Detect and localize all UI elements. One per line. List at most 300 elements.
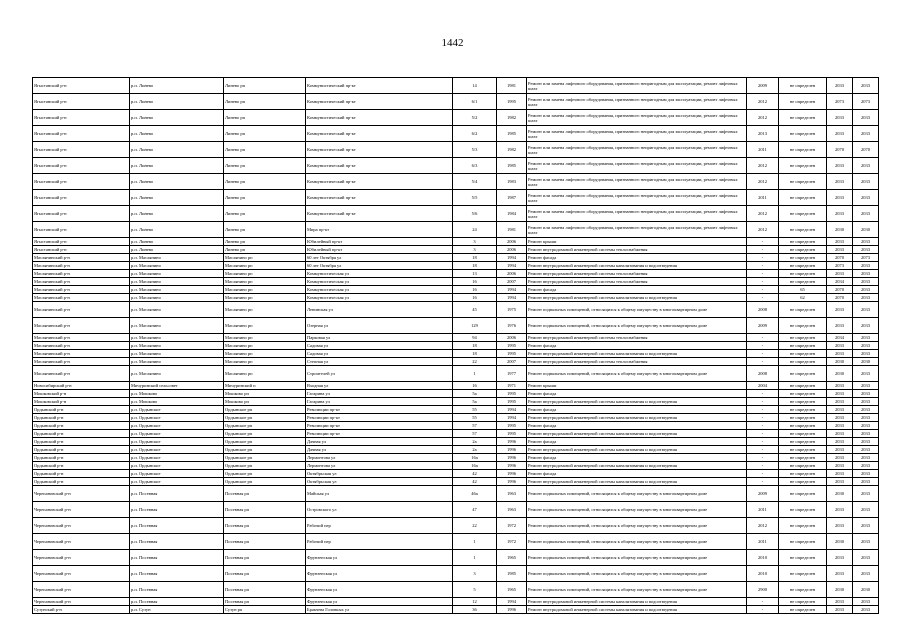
- cell-end-year: 2033: [853, 110, 879, 126]
- cell-street: Юбилейный пр-кт: [306, 246, 453, 254]
- cell-street: Бракчева Головкых ул: [306, 606, 453, 614]
- cell-work-type: Ремонт или замена лифтового оборудования, признанного непригодным для эксплуатации, ремонт лифтовых шахт: [527, 94, 747, 110]
- cell-street: Коммунистическая ул: [306, 270, 453, 278]
- cell-district: Маслянинский р-н: [33, 350, 130, 358]
- cell-settlement: р.п. Посевная: [130, 502, 224, 518]
- cell-district: Маслянинский р-н: [33, 318, 130, 334]
- cell-cost: не определен: [779, 462, 827, 470]
- cell-locality: Ордынское рп: [224, 470, 306, 478]
- cell-plan-year: 2070: [827, 142, 853, 158]
- cell-year: 1985: [497, 126, 527, 142]
- cell-district: Маслянинский р-н: [33, 278, 130, 286]
- cell-last-repair: 2012: [747, 94, 779, 110]
- cell-year: 1995: [497, 342, 527, 350]
- cell-year: 1996: [497, 446, 527, 454]
- cell-last-repair: 2900: [747, 582, 779, 598]
- cell-district: Ордынский р-н: [33, 422, 130, 430]
- cell-last-repair: 2012: [747, 206, 779, 222]
- cell-plan-year: 2033: [827, 158, 853, 174]
- cell-house: 16: [453, 286, 497, 294]
- cell-settlement: р.п. Маслянино: [130, 262, 224, 270]
- cell-work-type: Ремонт подвальных помещений, относящихся к общему имуществу в многоквартирном доме: [527, 486, 747, 502]
- cell-last-repair: -: [747, 294, 779, 302]
- cell-year: 2007: [497, 358, 527, 366]
- table-row: [33, 454, 879, 462]
- page-number: 1442: [441, 37, 464, 49]
- cell-year: 1971: [497, 382, 527, 390]
- cell-plan-year: 2033: [827, 270, 853, 278]
- table-row: [33, 470, 879, 478]
- cell-cost: не определен: [779, 350, 827, 358]
- cell-last-repair: -: [747, 254, 779, 262]
- cell-work-type: Ремонт крыши: [527, 382, 747, 390]
- cell-district: Ягыстанский р-н: [33, 174, 130, 190]
- cell-street: Фрунзенская ул: [306, 582, 453, 598]
- cell-end-year: 2033: [853, 406, 879, 414]
- cell-end-year: 2033: [853, 566, 879, 582]
- cell-year: 1975: [497, 302, 527, 318]
- cell-cost: не определен: [779, 190, 827, 206]
- cell-work-type: Ремонт внутридомовой инженерной системы канализования и водоотведения: [527, 606, 747, 614]
- cell-plan-year: 2033: [827, 518, 853, 534]
- cell-locality: Ордынское рп: [224, 414, 306, 422]
- cell-street: Октябрьская ул: [306, 470, 453, 478]
- cell-cost: не определен: [779, 486, 827, 502]
- cell-year: 1996: [497, 438, 527, 446]
- cell-district: Маслянинский р-н: [33, 270, 130, 278]
- cell-last-repair: 2004: [747, 382, 779, 390]
- cell-work-type: Ремонт внутридомовой инженерной системы теплоснабжения: [527, 246, 747, 254]
- cell-cost: не определен: [779, 302, 827, 318]
- cell-end-year: 2033: [853, 294, 879, 302]
- cell-year: 1994: [497, 294, 527, 302]
- cell-locality: Посевная рп: [224, 582, 306, 598]
- cell-settlement: р.п. Ордынское: [130, 478, 224, 486]
- cell-settlement: р.п. Посевная: [130, 486, 224, 502]
- table-row: [33, 414, 879, 422]
- cell-district: Черепановский р-н: [33, 598, 130, 606]
- cell-last-repair: 2011: [747, 534, 779, 550]
- cell-street: Коммунистическая ул: [306, 294, 453, 302]
- table-row: [33, 78, 879, 94]
- cell-cost: не определен: [779, 534, 827, 550]
- cell-locality: Ордынское рп: [224, 438, 306, 446]
- cell-street: Лермонтова ул: [306, 462, 453, 470]
- cell-year: 1985: [497, 158, 527, 174]
- cell-house: 55: [453, 406, 497, 414]
- cell-locality: Посевная рп: [224, 550, 306, 566]
- cell-street: Дачная ул: [306, 446, 453, 454]
- cell-settlement: р.п. Посевная: [130, 550, 224, 566]
- cell-year: 1977: [497, 366, 527, 382]
- cell-locality: Ордынское рп: [224, 462, 306, 470]
- cell-last-repair: 2011: [747, 190, 779, 206]
- cell-end-year: 2030: [853, 358, 879, 366]
- cell-house: 5/3: [453, 142, 497, 158]
- cell-last-repair: 2012: [747, 110, 779, 126]
- cell-settlement: р.п. Посевная: [130, 598, 224, 606]
- cell-year: 1981: [497, 78, 527, 94]
- cell-end-year: 2033: [853, 286, 879, 294]
- cell-cost: не определен: [779, 454, 827, 462]
- cell-end-year: 2033: [853, 430, 879, 438]
- cell-street: Гагарина ул: [306, 390, 453, 398]
- cell-street: Майская ул: [306, 486, 453, 502]
- cell-locality: Ордынское рп: [224, 454, 306, 462]
- cell-street: Строителей ул: [306, 366, 453, 382]
- cell-cost: не определен: [779, 110, 827, 126]
- cell-settlement: р.п. Ордынское: [130, 454, 224, 462]
- cell-end-year: 2033: [853, 534, 879, 550]
- cell-end-year: 2033: [853, 158, 879, 174]
- cell-settlement: р.п. Линево: [130, 126, 224, 142]
- cell-cost: не определен: [779, 414, 827, 422]
- cell-district: Черепановский р-н: [33, 566, 130, 582]
- cell-district: Ягыстанский р-н: [33, 126, 130, 142]
- cell-street: Садовая ул: [306, 342, 453, 350]
- cell-district: Ягыстанский р-н: [33, 190, 130, 206]
- cell-district: Ордынский р-н: [33, 470, 130, 478]
- cell-street: Лермонтова ул: [306, 454, 453, 462]
- cell-end-year: 2033: [853, 318, 879, 334]
- cell-district: Ягыстанский р-н: [33, 78, 130, 94]
- cell-settlement: р.п. Маслянино: [130, 254, 224, 262]
- cell-house: 1: [453, 366, 497, 382]
- table-row: [33, 422, 879, 430]
- cell-end-year: 2033: [853, 414, 879, 422]
- cell-street: Коммунистическая ул: [306, 286, 453, 294]
- cell-settlement: р.п. Ордынское: [130, 470, 224, 478]
- table-row: [33, 606, 879, 614]
- cell-district: Ордынский р-н: [33, 406, 130, 414]
- cell-settlement: р.п. Линево: [130, 142, 224, 158]
- cell-end-year: 2033: [853, 302, 879, 318]
- cell-settlement: Мичуринский сельсовет: [130, 382, 224, 390]
- cell-plan-year: 2070: [827, 254, 853, 262]
- cell-end-year: 2033: [853, 246, 879, 254]
- cell-work-type: Ремонт фасада: [527, 342, 747, 350]
- cell-cost: не определен: [779, 222, 827, 238]
- cell-house: 6/2: [453, 126, 497, 142]
- cell-plan-year: 2033: [827, 342, 853, 350]
- cell-cost: не определен: [779, 318, 827, 334]
- table-row: [33, 598, 879, 606]
- cell-locality: Мичуринский п: [224, 382, 306, 390]
- cell-last-repair: 2009: [747, 318, 779, 334]
- cell-street: Фрунзенская ул: [306, 598, 453, 606]
- cell-cost: не определен: [779, 270, 827, 278]
- cell-district: Ягыстанский р-н: [33, 246, 130, 254]
- cell-end-year: 2033: [853, 470, 879, 478]
- cell-house: 1: [453, 534, 497, 550]
- cell-district: Маслянинский р-н: [33, 334, 130, 342]
- cell-work-type: Ремонт внутридомовой инженерной системы канализования и водоотведения: [527, 294, 747, 302]
- table-row: [33, 286, 879, 294]
- cell-cost: не определен: [779, 246, 827, 254]
- table-row: [33, 126, 879, 142]
- cell-year: 1981: [497, 222, 527, 238]
- cell-work-type: Ремонт подвальных помещений, относящихся к общему имуществу в многоквартирном доме: [527, 550, 747, 566]
- cell-settlement: р.п. Маслянино: [130, 278, 224, 286]
- cell-cost: не определен: [779, 206, 827, 222]
- cell-street: Ленинская ул: [306, 302, 453, 318]
- cell-plan-year: 2030: [827, 222, 853, 238]
- cell-end-year: 2033: [853, 390, 879, 398]
- cell-locality: Мошково рп: [224, 390, 306, 398]
- cell-plan-year: 2033: [827, 414, 853, 422]
- cell-work-type: Ремонт внутридомовой инженерной системы канализования и водоотведения: [527, 398, 747, 406]
- cell-settlement: р.п. Посевная: [130, 518, 224, 534]
- cell-house: 2а: [453, 438, 497, 446]
- cell-settlement: р.п. Посевная: [130, 534, 224, 550]
- table-row: [33, 566, 879, 582]
- cell-plan-year: 2033: [827, 422, 853, 430]
- cell-end-year: 2033: [853, 334, 879, 342]
- cell-last-repair: 2010: [747, 566, 779, 582]
- table-row: [33, 302, 879, 318]
- cell-cost: не определен: [779, 598, 827, 606]
- cell-work-type: Ремонт фасада: [527, 254, 747, 262]
- cell-plan-year: 2033: [827, 502, 853, 518]
- cell-work-type: Ремонт внутридомовой инженерной системы канализования и водоотведения: [527, 462, 747, 470]
- cell-district: Черепановский р-н: [33, 486, 130, 502]
- cell-work-type: Ремонт внутридомовой инженерной системы канализования и водоотведения: [527, 478, 747, 486]
- cell-last-repair: 2008: [747, 302, 779, 318]
- cell-locality: Маслянино рп: [224, 254, 306, 262]
- cell-settlement: р.п. Посевная: [130, 582, 224, 598]
- cell-house: 5/4: [453, 174, 497, 190]
- cell-plan-year: 2033: [827, 606, 853, 614]
- cell-settlement: р.п. Мошково: [130, 398, 224, 406]
- cell-plan-year: 2030: [827, 358, 853, 366]
- cell-plan-year: 2033: [827, 566, 853, 582]
- cell-year: 1985: [497, 566, 527, 582]
- cell-last-repair: -: [747, 262, 779, 270]
- cell-district: Новосибирский р-н: [33, 382, 130, 390]
- cell-year: 2006: [497, 246, 527, 254]
- cell-plan-year: 2033: [827, 78, 853, 94]
- cell-year: 1995: [497, 422, 527, 430]
- cell-house: 16а: [453, 462, 497, 470]
- cell-locality: Линево рп: [224, 190, 306, 206]
- table-row: [33, 382, 879, 390]
- cell-house: 18: [453, 254, 497, 262]
- table-row: [33, 94, 879, 110]
- cell-year: 2006: [497, 238, 527, 246]
- cell-locality: Линево рп: [224, 110, 306, 126]
- cell-year: 1995: [497, 390, 527, 398]
- cell-last-repair: -: [747, 270, 779, 278]
- cell-end-year: 2033: [853, 174, 879, 190]
- cell-cost: не определен: [779, 334, 827, 342]
- table-row: [33, 478, 879, 486]
- cell-street: Коммунистический пр-кт: [306, 94, 453, 110]
- cell-settlement: р.п. Маслянино: [130, 350, 224, 358]
- cell-year: 2006: [497, 270, 527, 278]
- cell-district: Черепановский р-н: [33, 502, 130, 518]
- cell-settlement: р.п. Маслянино: [130, 318, 224, 334]
- cell-house: 5/6: [453, 206, 497, 222]
- cell-street: Входная ул: [306, 382, 453, 390]
- cell-settlement: р.п. Маслянино: [130, 366, 224, 382]
- cell-district: Сузунский р-н: [33, 606, 130, 614]
- table-row: [33, 358, 879, 366]
- cell-cost: не определен: [779, 566, 827, 582]
- cell-settlement: р.п. Маслянино: [130, 294, 224, 302]
- cell-cost: не определен: [779, 390, 827, 398]
- cell-plan-year: 2070: [827, 294, 853, 302]
- cell-district: Ягыстанский р-н: [33, 222, 130, 238]
- cell-street: Коммунистический пр-кт: [306, 158, 453, 174]
- cell-work-type: Ремонт или замена лифтового оборудования, признанного непригодным для эксплуатации, ремонт лифтовых шахт: [527, 190, 747, 206]
- cell-work-type: Ремонт или замена лифтового оборудования, признанного непригодным для эксплуатации, ремонт лифтовых шахт: [527, 206, 747, 222]
- cell-locality: Линево рп: [224, 222, 306, 238]
- cell-work-type: Ремонт или замена лифтового оборудования, признанного непригодным для эксплуатации, ремонт лифтовых шахт: [527, 142, 747, 158]
- cell-work-type: Ремонт крыши: [527, 238, 747, 246]
- cell-end-year: 2033: [853, 598, 879, 606]
- cell-locality: Посевная рп: [224, 534, 306, 550]
- cell-district: Черепановский р-н: [33, 534, 130, 550]
- cell-district: Маслянинский р-н: [33, 366, 130, 382]
- cell-last-repair: 2009: [747, 78, 779, 94]
- cell-settlement: р.п. Маслянино: [130, 334, 224, 342]
- cell-cost: не определен: [779, 174, 827, 190]
- cell-street: Коммунистический пр-кт: [306, 142, 453, 158]
- cell-work-type: Ремонт внутридомовой инженерной системы канализования и водоотведения: [527, 350, 747, 358]
- table-row: [33, 206, 879, 222]
- table-row: [33, 110, 879, 126]
- cell-end-year: 2033: [853, 366, 879, 382]
- table-row: [33, 262, 879, 270]
- cell-cost: не определен: [779, 406, 827, 414]
- cell-house: 42: [453, 478, 497, 486]
- cell-cost: не определен: [779, 158, 827, 174]
- table-row: [33, 342, 879, 350]
- cell-work-type: Ремонт фасада: [527, 406, 747, 414]
- cell-street: Коммунистический пр-кт: [306, 174, 453, 190]
- cell-last-repair: 2013: [747, 126, 779, 142]
- cell-year: 1996: [497, 462, 527, 470]
- cell-street: Степная ул: [306, 358, 453, 366]
- cell-locality: Линево рп: [224, 158, 306, 174]
- cell-plan-year: 2033: [827, 126, 853, 142]
- cell-settlement: р.п. Мошково: [130, 390, 224, 398]
- table-row: [33, 158, 879, 174]
- cell-work-type: Ремонт внутридомовой инженерной системы канализования и водоотведения: [527, 430, 747, 438]
- cell-plan-year: 2033: [827, 302, 853, 318]
- cell-street: Парковая ул: [306, 334, 453, 342]
- cell-settlement: р.п. Маслянино: [130, 270, 224, 278]
- cell-work-type: Ремонт подвальных помещений, относящихся к общему имуществу в многоквартирном доме: [527, 318, 747, 334]
- table-row: [33, 174, 879, 190]
- cell-cost: не определен: [779, 366, 827, 382]
- cell-cost: не определен: [779, 502, 827, 518]
- cell-house: 24: [453, 222, 497, 238]
- cell-district: Маслянинский р-н: [33, 342, 130, 350]
- cell-end-year: 2033: [853, 398, 879, 406]
- cell-house: 13: [453, 270, 497, 278]
- cell-plan-year: 2073: [827, 262, 853, 270]
- table-row: [33, 334, 879, 342]
- cell-district: Ордынский р-н: [33, 446, 130, 454]
- cell-work-type: Ремонт подвальных помещений, относящихся к общему имуществу в многоквартирном доме: [527, 366, 747, 382]
- cell-settlement: р.п. Линево: [130, 94, 224, 110]
- cell-house: 55: [453, 414, 497, 422]
- cell-settlement: р.п. Ордынское: [130, 422, 224, 430]
- cell-street: Коммунистический пр-кт: [306, 110, 453, 126]
- cell-settlement: р.п. Линево: [130, 78, 224, 94]
- table-row: [33, 190, 879, 206]
- cell-district: Ордынский р-н: [33, 438, 130, 446]
- cell-street: Революции пр-кт: [306, 414, 453, 422]
- cell-plan-year: 2033: [827, 470, 853, 478]
- cell-year: 1995: [497, 398, 527, 406]
- cell-last-repair: 2009: [747, 486, 779, 502]
- cell-house: 57: [453, 430, 497, 438]
- cell-locality: Посевная рп: [224, 518, 306, 534]
- cell-settlement: р.п. Ордынское: [130, 430, 224, 438]
- cell-cost: не определен: [779, 422, 827, 430]
- table-row: [33, 534, 879, 550]
- cell-street: Коммунистический пр-кт: [306, 190, 453, 206]
- cell-locality: Маслянино рп: [224, 318, 306, 334]
- cell-end-year: 2033: [853, 382, 879, 390]
- cell-work-type: Ремонт подвальных помещений, относящихся к общему имуществу в многоквартирном доме: [527, 566, 747, 582]
- cell-locality: Сузун рп: [224, 606, 306, 614]
- cell-cost: не определен: [779, 238, 827, 246]
- cell-plan-year: 2033: [827, 110, 853, 126]
- cell-house: 16: [453, 294, 497, 302]
- cell-locality: Маслянино рп: [224, 342, 306, 350]
- cell-settlement: р.п. Ордынское: [130, 414, 224, 422]
- cell-settlement: р.п. Маслянино: [130, 358, 224, 366]
- cell-year: 1987: [497, 190, 527, 206]
- cell-district: Ягыстанский р-н: [33, 238, 130, 246]
- cell-work-type: Ремонт фасада: [527, 438, 747, 446]
- cell-cost: не определен: [779, 582, 827, 598]
- cell-end-year: 2033: [853, 550, 879, 566]
- cell-work-type: Ремонт подвальных помещений, относящихся к общему имуществу в многоквартирном доме: [527, 534, 747, 550]
- cell-work-type: Ремонт подвальных помещений, относящихся к общему имуществу в многоквартирном доме: [527, 582, 747, 598]
- cell-last-repair: -: [747, 470, 779, 478]
- cell-district: Ордынский р-н: [33, 430, 130, 438]
- cell-district: Маслянинский р-н: [33, 262, 130, 270]
- cell-plan-year: 2034: [827, 278, 853, 286]
- cell-last-repair: 2010: [747, 550, 779, 566]
- cell-cost: не определен: [779, 262, 827, 270]
- table-row: [33, 294, 879, 302]
- cell-street: Фрунзенская ул: [306, 550, 453, 566]
- cell-year: 1995: [497, 350, 527, 358]
- cell-work-type: Ремонт внутридомовой инженерной системы канализования и водоотведения: [527, 598, 747, 606]
- cell-house: 5/2: [453, 110, 497, 126]
- cell-last-repair: -: [747, 398, 779, 406]
- cell-end-year: 2033: [853, 342, 879, 350]
- cell-work-type: Ремонт подвальных помещений, относящихся к общему имуществу в многоквартирном доме: [527, 518, 747, 534]
- cell-locality: Ордынское рп: [224, 446, 306, 454]
- cell-plan-year: 2033: [827, 174, 853, 190]
- cell-year: 1994: [497, 254, 527, 262]
- cell-house: 129: [453, 318, 497, 334]
- cell-last-repair: -: [747, 342, 779, 350]
- cell-district: Маслянинский р-н: [33, 254, 130, 262]
- cell-settlement: р.п. Ордынское: [130, 446, 224, 454]
- cell-year: 1982: [497, 110, 527, 126]
- cell-last-repair: -: [747, 358, 779, 366]
- cell-year: 1995: [497, 94, 527, 110]
- cell-end-year: 2033: [853, 486, 879, 502]
- cell-street: Коммунистический пр-кт: [306, 78, 453, 94]
